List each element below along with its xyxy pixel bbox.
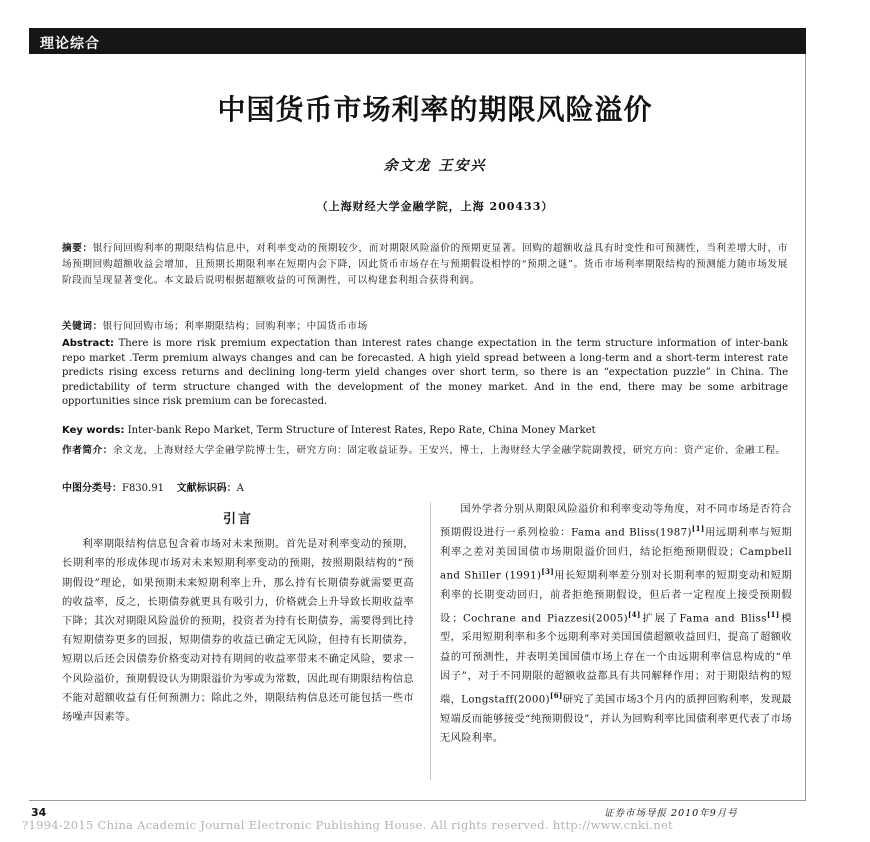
chinese-abstract-label: 摘要： — [62, 243, 93, 254]
english-abstract-label: Abstract: — [62, 338, 115, 349]
section-header-bar — [29, 28, 806, 54]
section-label: 理论综合 — [40, 36, 100, 52]
lit-text-3: 用长短期利率差分别对长期利率的短期变动和短期利率的长期变动回归，前者拒绝预期假设，但后者一定程度上接受预期假设；Cochrane and Piazzesi(2005) — [440, 570, 792, 625]
lit-text-1: 国外学者分别从期限风险溢价和利率变动等角度，对不同市场是否符合预期假设进行一系列检验：Fama and Bliss(1987) — [440, 504, 792, 539]
citation-ref: [1] — [766, 609, 780, 619]
left-column — [62, 500, 414, 727]
article-authors: 余文龙 王安兴 — [383, 158, 487, 174]
article-title: 中国货币市场利率的期限风险溢价 — [217, 93, 653, 126]
clc-value: F830.91 — [122, 483, 164, 494]
english-keywords-text: Inter-bank Repo Market, Term Structure of Interest Rates, Repo Rate, China Money Market — [127, 425, 596, 436]
literature-paragraph — [440, 500, 792, 748]
lit-text-4: 扩展了Fama and Bliss — [640, 613, 767, 625]
author-bio — [62, 443, 788, 459]
doc-code-value: A — [236, 483, 244, 494]
author-bio-label: 作者简介： — [62, 445, 113, 456]
chinese-keywords — [62, 319, 788, 334]
intro-paragraph: 利率期限结构信息包含着市场对未来预期。首先是对利率变动的预期，长期利率的形成体现市场对未来短期利率变动的预期，按照期限结构的“预期假设”理论，如果预期未来短期利率上升，那么持有长期债券就需要更高的收益率，反之，长期债券就更具有吸引力，价格就会上升导致长期收益率下降；其次对期限风险溢价的预期，投资者为持有长期债券，需要得到比持有短期债券更多的回报，短期债券的收益已确定无风险，但持有长期债券，短期以后还会因债券价格变动对持有期间的收益率带来不确定风险，要求一个风险溢价，预期假设认为期限溢价为零或为常数，因此现有期限结构信息不能对超额收益有任何预测力；除此之外，期限结构信息还可能包括一些市场噪声因素等。 — [62, 539, 414, 724]
lit-text-6: 研究了美国市场3个月内的质押回购利率，发现最短端反而能够接受“纯预期假设”，并认为回购利率比国债利率更代表了市场无风险利率。 — [440, 694, 793, 744]
page-number: 34 — [31, 806, 47, 819]
english-keywords-label: Key words: — [62, 425, 125, 436]
journal-issue: 证券市场导报 2010年9月号 — [604, 808, 738, 819]
english-abstract — [62, 337, 788, 410]
lit-text-5: 模型，采用短期利率和多个远期利率对美国国债超额收益回归，提高了超额收益的可预测性，并表明美国国债市场上存在一个由远期利率信息构成的“单因子”，对于不同期限的超额收益都具有共同解释作用；对于期限结构的短端，Longstaff(2000) — [440, 613, 792, 706]
lit-text-2: 用远期利率与短期利率之差对美国国债市场期限溢价回归，结论拒绝预期假设；Campbell and Shiller (1991) — [440, 527, 792, 582]
author-bio-text: 余文龙，上海财经大学金融学院博士生，研究方向：固定收益证券。王安兴，博士，上海财经大学金融学院副教授，研究方向：资产定价、金融工程。 — [112, 445, 786, 456]
citation-ref: [4] — [627, 609, 641, 619]
chinese-keywords-label: 关键词： — [62, 321, 103, 332]
clc-label: 中图分类号： — [62, 483, 122, 494]
classification-line — [62, 481, 788, 496]
chinese-abstract — [62, 241, 788, 289]
citation-ref: [1] — [691, 524, 705, 534]
column-divider — [430, 502, 431, 780]
citation-ref: [6] — [549, 691, 563, 700]
chinese-keywords-text: 银行间回购市场；利率期限结构；回购利率；中国货币市场 — [102, 321, 368, 332]
english-keywords — [62, 424, 788, 439]
intro-heading: 引言 — [222, 512, 253, 527]
copyright-watermark: ?1994-2015 China Academic Journal Electronic Publishing House. All rights reserved. http://www.cnki.net — [22, 818, 673, 832]
author-affiliation: （上海财经大学金融学院，上海 200433） — [316, 200, 554, 213]
doc-code-label: 文献标识码： — [176, 483, 237, 494]
right-column — [440, 500, 792, 748]
citation-ref: [3] — [541, 567, 555, 576]
chinese-abstract-text: 银行间回购利率的期限结构信息中，对利率变动的预期较少，而对期限风险溢价的预期更显著。回购的超额收益具有时变性和可预测性，当利差增大时，市场预期回购超额收益会增加，且预期长期限利率在短期内会下降，因此货币市场存在与预期假设相悖的“预期之谜”。货币市场利率期限结构的预测能力随市场发展阶段而呈现显著变化。本文最后说明根据超额收益的可预测性，可以构建套利组合获得利润。 — [62, 243, 788, 286]
english-abstract-text: There is more risk premium expectation than interest rates change expectation in the term structure information of inter-bank repo market .Term premium always changes and can be forecasted. A high yield spread between a long-term and a short-term interest rate predicts rising excess returns and declining long-term yield changes over short term, so there is an “expectation puzzle” in China. The predictability of term structure changed with the development of the money market. And in the end, there may be some arbitrage opportunities since risk premium can be forecasted. — [62, 338, 788, 407]
